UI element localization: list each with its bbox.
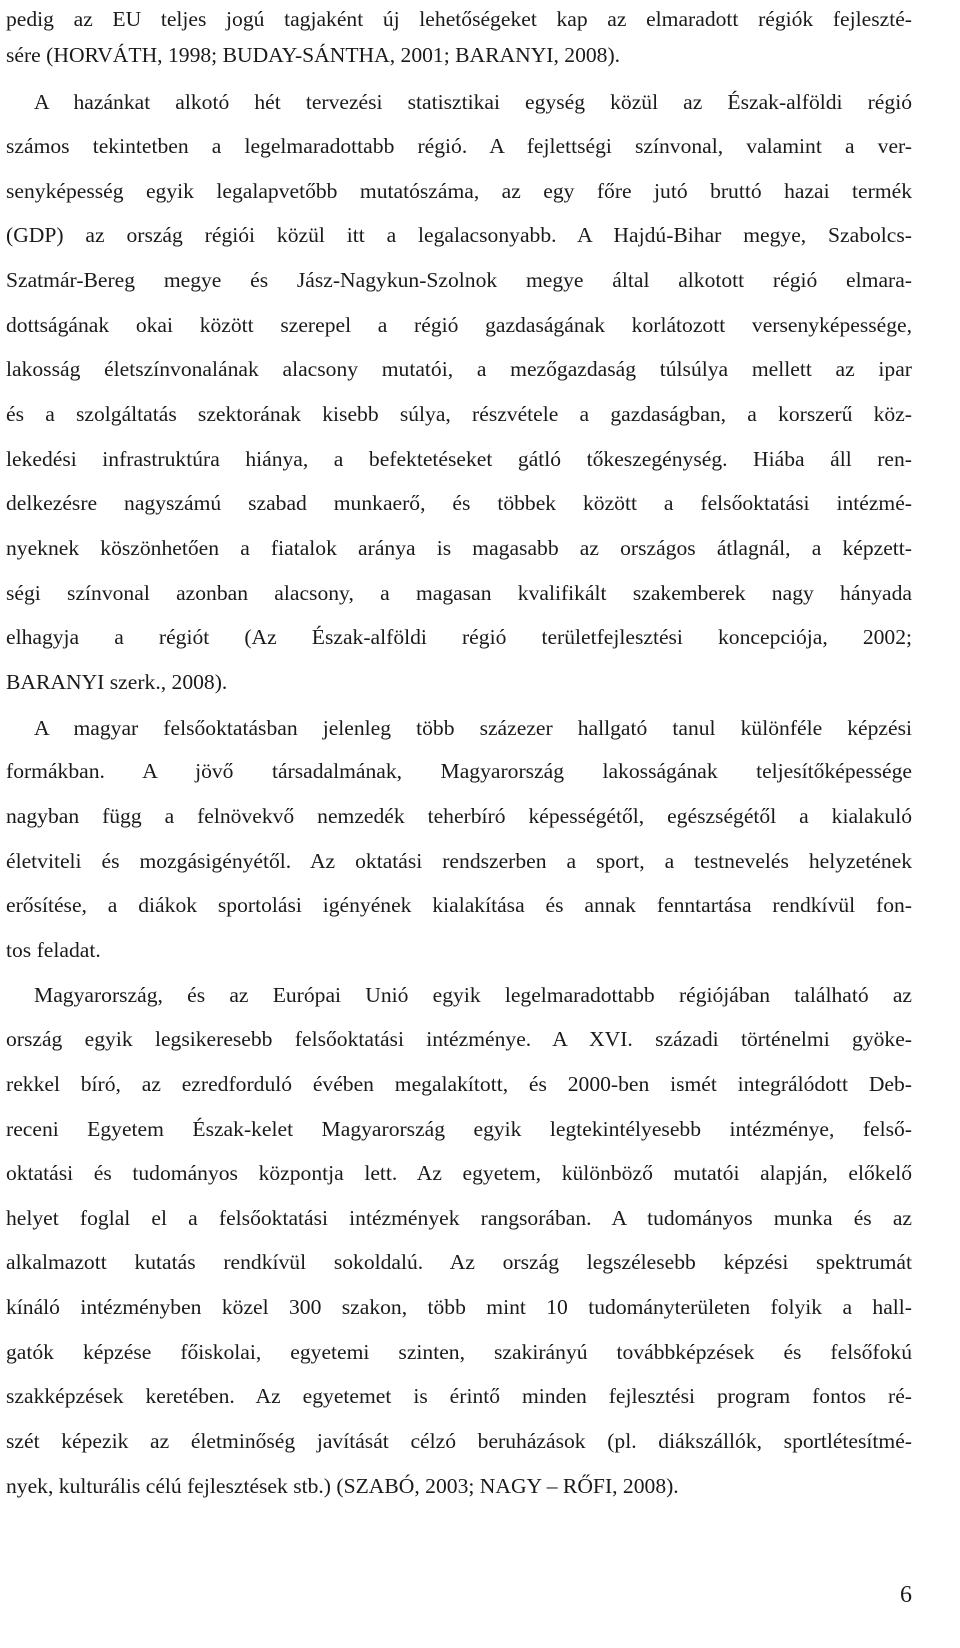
- text-line: ország egyik legsikeresebb felsőoktatási intézménye. A XVI. századi történelmi gyöke-: [6, 1027, 912, 1051]
- text-line: A hazánkat alkotó hét tervezési statisztikai egység közül az Észak-alföldi régió: [34, 90, 912, 114]
- text-line: alkalmazott kutatás rendkívül sokoldalú. Az ország legszélesebb képzési spektrumát: [6, 1250, 912, 1274]
- text-line: erősítése, a diákok sportolási igényének kialakítása és annak fenntartása rendkívül fon-: [6, 893, 912, 917]
- page-number: 6: [900, 1582, 912, 1608]
- text-line: A magyar felsőoktatásban jelenleg több százezer hallgató tanul különféle képzési: [34, 716, 912, 740]
- text-line: formákban. A jövő társadalmának, Magyarország lakosságának teljesítőképessége: [6, 759, 912, 783]
- text-line: (GDP) az ország régiói közül itt a legalacsonyabb. A Hajdú-Bihar megye, Szabolcs-: [6, 223, 912, 247]
- text-line: receni Egyetem Észak-kelet Magyarország egyik legtekintélyesebb intézménye, felső-: [6, 1117, 912, 1141]
- text-line: BARANYI szerk., 2008).: [6, 670, 228, 694]
- text-line: sére (HORVÁTH, 1998; BUDAY-SÁNTHA, 2001; BARANYI, 2008).: [6, 43, 621, 67]
- text-line: elhagyja a régiót (Az Észak-alföldi régió területfejlesztési koncepciója, 2002;: [6, 625, 912, 649]
- text-line: életviteli és mozgásigényétől. Az oktatási rendszerben a sport, a testnevelés helyzetének: [6, 849, 912, 873]
- text-line: helyet foglal el a felsőoktatási intézmények rangsorában. A tudományos munka és az: [6, 1206, 912, 1230]
- text-line: szakképzések keretében. Az egyetemet is érintő minden fejlesztési program fontos ré-: [6, 1384, 912, 1408]
- text-line: lakosság életszínvonalának alacsony mutatói, a mezőgazdaság túlsúlya mellett az ipar: [6, 357, 912, 381]
- text-line: nagyban függ a felnövekvő nemzedék teherbíró képességétől, egészségétől a kialakuló: [6, 804, 912, 828]
- text-line: szét képezik az életminőség javítását célzó beruházások (pl. diákszállók, sportlétesítmé-: [6, 1429, 912, 1453]
- text-line: tos feladat.: [6, 938, 101, 962]
- text-line: Magyarország, és az Európai Unió egyik legelmaradottabb régiójában található az: [34, 983, 912, 1007]
- text-line: lekedési infrastruktúra hiánya, a befektetéseket gátló tőkeszegénység. Hiába áll ren-: [6, 447, 912, 471]
- text-line: delkezésre nagyszámú szabad munkaerő, és többek között a felsőoktatási intézmé-: [6, 491, 912, 515]
- text-line: gatók képzése főiskolai, egyetemi szinten, szakirányú továbbképzések és felsőfokú: [6, 1340, 912, 1364]
- text-line: oktatási és tudományos központja lett. Az egyetem, különböző mutatói alapján, előkelő: [6, 1161, 912, 1185]
- text-line: nyeknek köszönhetően a fiatalok aránya is magasabb az országos átlagnál, a képzett-: [6, 536, 912, 560]
- text-line: kínáló intézményben közel 300 szakon, több mint 10 tudományterületen folyik a hall-: [6, 1295, 912, 1319]
- text-line: pedig az EU teljes jogú tagjaként új lehetőségeket kap az elmaradott régiók fejleszté-: [6, 7, 912, 31]
- text-line: ségi színvonal azonban alacsony, a magasan kvalifikált szakemberek nagy hányada: [6, 581, 912, 605]
- text-line: és a szolgáltatás szektorának kisebb súlya, részvétele a gazdaságban, a korszerű köz-: [6, 402, 912, 426]
- text-line: Szatmár-Bereg megye és Jász-Nagykun-Szolnok megye által alkotott régió elmara-: [6, 268, 912, 292]
- text-line: számos tekintetben a legelmaradottabb régió. A fejlettségi színvonal, valamint a ver-: [6, 134, 912, 158]
- text-line: nyek, kulturális célú fejlesztések stb.) (SZABÓ, 2003; NAGY – RŐFI, 2008).: [6, 1474, 679, 1498]
- text-line: rekkel bíró, az ezredforduló évében megalakított, és 2000-ben ismét integrálódott Deb-: [6, 1072, 912, 1096]
- text-line: senyképesség egyik legalapvetőbb mutatószáma, az egy főre jutó bruttó hazai termék: [6, 179, 912, 203]
- text-line: dottságának okai között szerepel a régió gazdaságának korlátozott versenyképessége,: [6, 313, 912, 337]
